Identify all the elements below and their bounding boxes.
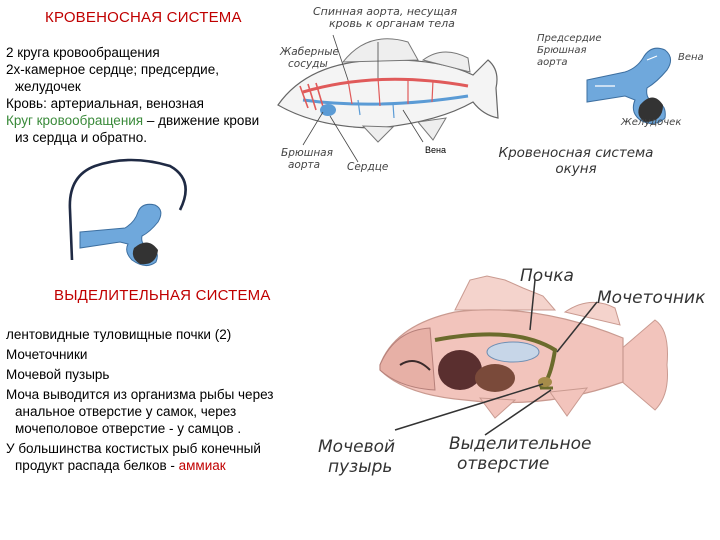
label-gill-vessels — [280, 46, 339, 70]
head — [380, 328, 435, 390]
label-gill-vessels-line1: Жаберные — [280, 46, 339, 58]
label-gill-vessels-line2: сосуды — [288, 58, 328, 70]
label-ventral-aorta-line2: аорта — [288, 159, 321, 171]
label-heart-vein: Вена — [678, 52, 704, 63]
pelvic-fin — [480, 398, 515, 418]
excretory-bullet-4-cont-1: анальное отверстие у самок, через — [15, 404, 237, 419]
label-opening-line2: отверстие — [457, 454, 550, 474]
label-spinal-aorta — [313, 6, 457, 30]
bullet-text: Кровь: артериальная, венозная — [6, 96, 204, 111]
circle-rest: – движение крови — [143, 113, 260, 128]
excretory-bullet-1 — [6, 327, 231, 344]
excretory-bullet-3 — [6, 367, 109, 384]
circulatory-bullet-4 — [6, 113, 268, 130]
excretory-bullet-2 — [6, 347, 87, 364]
circulation-loop-diagram — [60, 160, 200, 270]
circulatory-bullet-2-cont — [15, 79, 81, 96]
ventral-fin — [363, 126, 393, 142]
circulatory-bullet-1 — [6, 45, 160, 62]
label-heart-ventricle: Желудочек — [621, 117, 682, 128]
circulatory-bullet-4-cont: из сердца и обратно. — [15, 130, 147, 145]
stomach — [475, 364, 515, 392]
label-bladder-line1: Мочевой — [318, 437, 396, 457]
label-ventral-aorta-heart-line2: аорта — [537, 57, 568, 68]
label-spinal-aorta-line2: кровь к органам тела — [329, 17, 455, 30]
label-opening — [449, 434, 591, 474]
bullet-text: 2х-камерное сердце; предсердие, — [6, 62, 219, 77]
swim-bladder — [487, 342, 539, 362]
label-ventral-aorta-heart-line1: Брюшная — [537, 45, 587, 56]
caption-line1: Кровеносная система — [498, 145, 654, 161]
excretory-bullet-5 — [6, 441, 261, 458]
caption-line2: окуня — [555, 161, 597, 177]
bullet-text: лентовидные туловищные почки (2) — [6, 327, 232, 342]
label-bladder-line2: пузырь — [328, 457, 393, 477]
bullet-text: У большинства костистых рыб конечный — [6, 441, 261, 456]
excretory-bullet-4 — [6, 387, 273, 404]
anal-fin — [418, 118, 446, 140]
excretory-title: ВЫДЕЛИТЕЛЬНАЯ СИСТЕМА — [54, 287, 271, 304]
label-ventral-aorta-line1: Брюшная — [281, 147, 333, 159]
circulatory-caption — [496, 145, 656, 177]
circulatory-bullet-2 — [6, 62, 219, 79]
bullet-text: Моча выводится из организма рыбы через — [6, 387, 274, 402]
liver — [438, 350, 482, 390]
label-spinal-aorta-line1: Спинная аорта, несущая — [313, 5, 458, 18]
circulatory-title: КРОВЕНОСНАЯ СИСТЕМА — [45, 9, 242, 26]
bullet-text: Мочевой пузырь — [6, 367, 110, 382]
label-opening-line1: Выделительное — [449, 434, 592, 454]
ammonia-prefix: продукт распада белков - — [15, 458, 179, 473]
heart-mark — [320, 104, 336, 116]
anal-fin-excretory — [550, 388, 587, 416]
bullet-text: 2 круга кровообращения — [6, 45, 160, 60]
label-heart: Сердце — [347, 161, 389, 173]
label-heart-atrium — [537, 33, 602, 69]
ammonia-term: аммиак — [178, 458, 226, 473]
excretory-bullet-5-cont — [15, 458, 226, 475]
label-atrium-line: Предсердие — [537, 33, 602, 44]
bullet-text: желудочек — [15, 79, 81, 94]
label-ventral-aorta — [281, 147, 333, 171]
label-bladder — [318, 437, 395, 477]
label-ureter: Мочеточник — [597, 288, 706, 308]
circulatory-bullet-3 — [6, 96, 204, 113]
excretory-bullet-4-cont-2: мочеполовое отверстие - у самцов . — [15, 421, 242, 436]
bullet-text: Мочеточники — [6, 347, 88, 362]
tail-fin — [620, 320, 668, 410]
label-vein-small: Вена — [425, 145, 446, 155]
circle-term: Круг кровообращения — [6, 113, 144, 128]
label-kidney: Почка — [520, 266, 574, 286]
dorsal-fin — [343, 39, 418, 62]
